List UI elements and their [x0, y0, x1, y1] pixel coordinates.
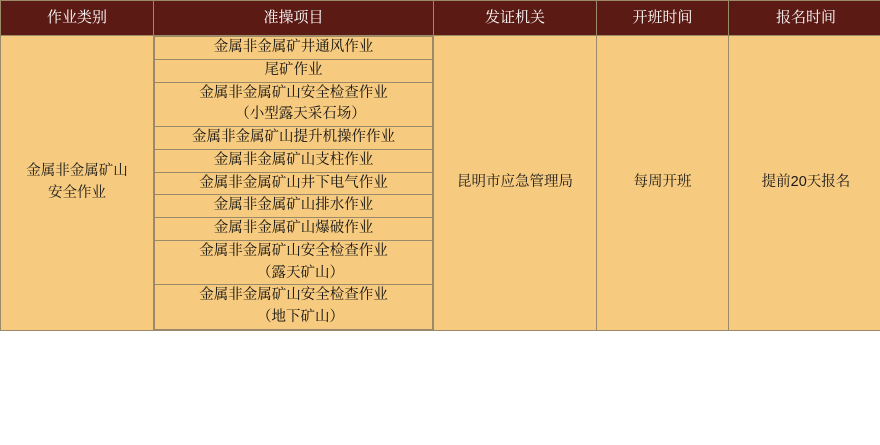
item-safety-check-open-pit — [155, 240, 433, 285]
column-header-category: 作业类别 — [1, 1, 154, 36]
table-header — [1, 1, 880, 36]
list-item — [155, 240, 433, 285]
cell-signup-time — [729, 36, 880, 331]
cell-agency — [434, 36, 597, 331]
column-header-signup-time: 报名时间 — [729, 1, 880, 36]
item-underground-electrical: 金属非金属矿山井下电气作业 — [155, 172, 433, 195]
cell-items — [154, 36, 434, 331]
item-line-2: （露天矿山） — [257, 264, 344, 281]
items-subtable — [154, 36, 433, 330]
item-hoist-operation: 金属非金属矿山提升机操作作业 — [155, 127, 433, 150]
agency-label: 昆明市应急管理局 — [457, 174, 573, 190]
table-row — [1, 36, 880, 331]
category-line-1: 金属非金属矿山 — [26, 163, 128, 180]
category-line-2: 安全作业 — [48, 184, 106, 201]
list-item — [155, 127, 433, 150]
list-item — [155, 37, 433, 60]
item-blasting: 金属非金属矿山爆破作业 — [155, 218, 433, 241]
column-header-items: 准操项目 — [154, 1, 434, 36]
header-row — [1, 1, 880, 36]
item-line-1: 金属非金属矿山安全检查作业 — [199, 287, 388, 304]
item-line-2: （地下矿山） — [257, 309, 344, 325]
item-drainage: 金属非金属矿山排水作业 — [155, 195, 433, 218]
item-line-2: （小型露天采石场） — [235, 106, 366, 123]
cell-start-time — [597, 36, 729, 331]
list-item — [155, 82, 433, 127]
list-item — [155, 285, 433, 330]
list-item — [155, 59, 433, 82]
cell-category — [1, 36, 154, 331]
item-pillar: 金属非金属矿山支柱作业 — [155, 149, 433, 172]
signup-time-label: 提前20天报名 — [761, 174, 851, 190]
item-tailings: 尾矿作业 — [155, 59, 433, 82]
item-ventilation: 金属非金属矿井通风作业 — [155, 37, 433, 60]
item-safety-check-underground — [155, 285, 433, 330]
column-header-start-time: 开班时间 — [597, 1, 729, 36]
item-line-1: 金属非金属矿山安全检查作业 — [199, 242, 388, 259]
column-header-agency: 发证机关 — [434, 1, 597, 36]
list-item — [155, 172, 433, 195]
item-line-1: 金属非金属矿山安全检查作业 — [199, 84, 388, 101]
list-item — [155, 218, 433, 241]
list-item — [155, 149, 433, 172]
item-safety-check-small-quarry — [155, 82, 433, 127]
start-time-label: 每周开班 — [633, 174, 692, 190]
table-body — [1, 36, 880, 331]
list-item — [155, 195, 433, 218]
